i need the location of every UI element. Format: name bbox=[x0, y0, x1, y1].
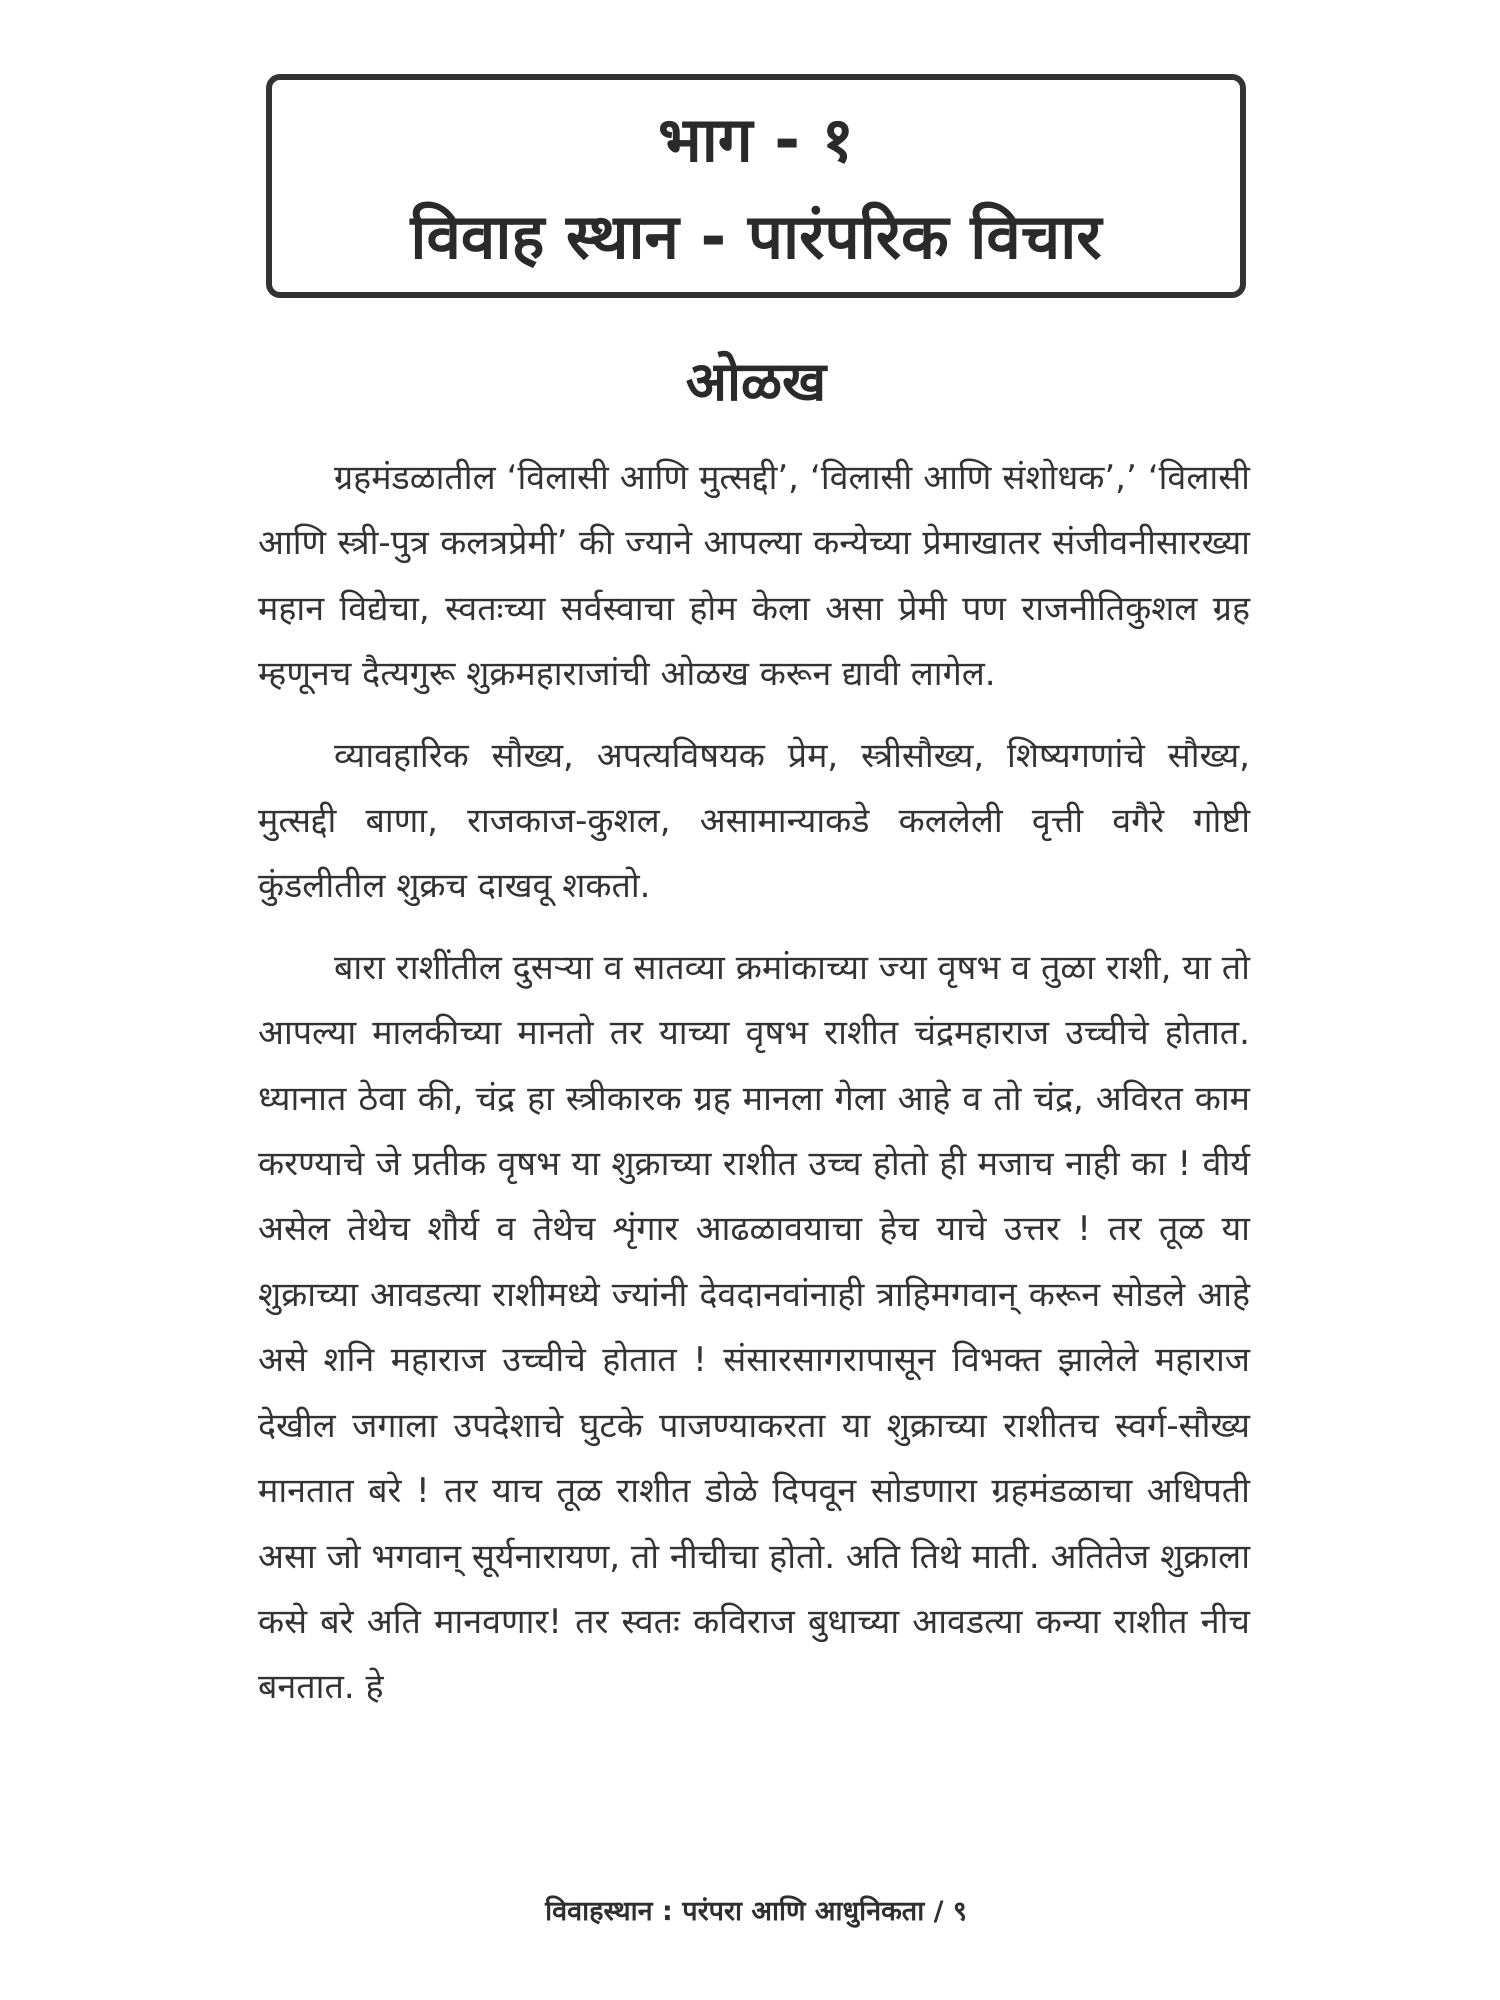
paragraph-1: ग्रहमंडळातील ‘विलासी आणि मुत्सद्दी’, ‘विलासी आणि संशोधक’,’ ‘विलासी आणि स्त्री-पुत्र कलत्रप्रेमी’ की ज्याने आपल्या कन्येच्या प्रेमाखातर संजीवनीसारख्या महान विद्येचा, स्वतःच्या सर्वस्वाचा होम केला असा प्रेमी पण राजनीतिकुशल ग्रह म्हणूनच दैत्यगुरू शुक्रमहाराजांची ओळख करून द्यावी लागेल. bbox=[258, 458, 1250, 695]
page-footer: विवाहस्थान : परंपरा आणि आधुनिकता / ९ bbox=[545, 1896, 967, 1927]
chapter-title: विवाह स्थान - पारंपरिक विचार bbox=[410, 200, 1102, 273]
body-text bbox=[258, 446, 1250, 1737]
paragraph-2: व्यावहारिक सौख्य, अपत्यविषयक प्रेम, स्त्रीसौख्य, शिष्यगणांचे सौख्य, मुत्सद्दी बाणा, राजकाज-कुशल, असामान्याकडे कललेली वृत्ती वगैरे गोष्टी कुंडलीतील शुक्रच दाखवू शकतो. bbox=[258, 735, 1250, 907]
chapter-title-box bbox=[266, 74, 1246, 298]
paragraph-3: बारा राशींतील दुसऱ्या व सातव्या क्रमांकाच्या ज्या वृषभ व तुळा राशी, या तो आपल्या मालकीच्या मानतो तर याच्या वृषभ राशीत चंद्रमहाराज उच्चीचे होतात. ध्यानात ठेवा की, चंद्र हा स्त्रीकारक ग्रह मानला गेला आहे व तो चंद्र, अविरत काम करण्याचे जे प्रतीक वृषभ या शुक्राच्या राशीत उच्च होतो ही मजाच नाही का ! वीर्य असेल तेथेच शौर्य व तेथेच शृंगार आढळावयाचा हेच याचे उत्तर ! तर तूळ या शुक्राच्या आवडत्या राशीमध्ये ज्यांनी देवदानवांनाही त्राहिमगवान् करून सोडले आहे असे शनि महाराज उच्चीचे होतात ! संसारसागरापासून विभक्त झालेले महाराज देखील जगाला उपदेशाचे घुटके पाजण्याकरता या शुक्राच्या राशीतच स्वर्ग-सौख्य मानतात बरे ! तर याच तूळ राशीत डोळे दिपवून सोडणारा ग्रहमंडळाचा अधिपती असा जो भगवान् सूर्यनारायण, तो नीचीचा होतो. अति तिथे माती. अतितेज शुक्राला कसे बरे अति मानवणार! तर स्वतः कविराज बुधाच्या आवडत्या कन्या राशीत नीच बनतात. हे bbox=[258, 947, 1250, 1708]
section-heading: ओळख bbox=[685, 350, 827, 413]
part-label: भाग - १ bbox=[658, 103, 854, 176]
